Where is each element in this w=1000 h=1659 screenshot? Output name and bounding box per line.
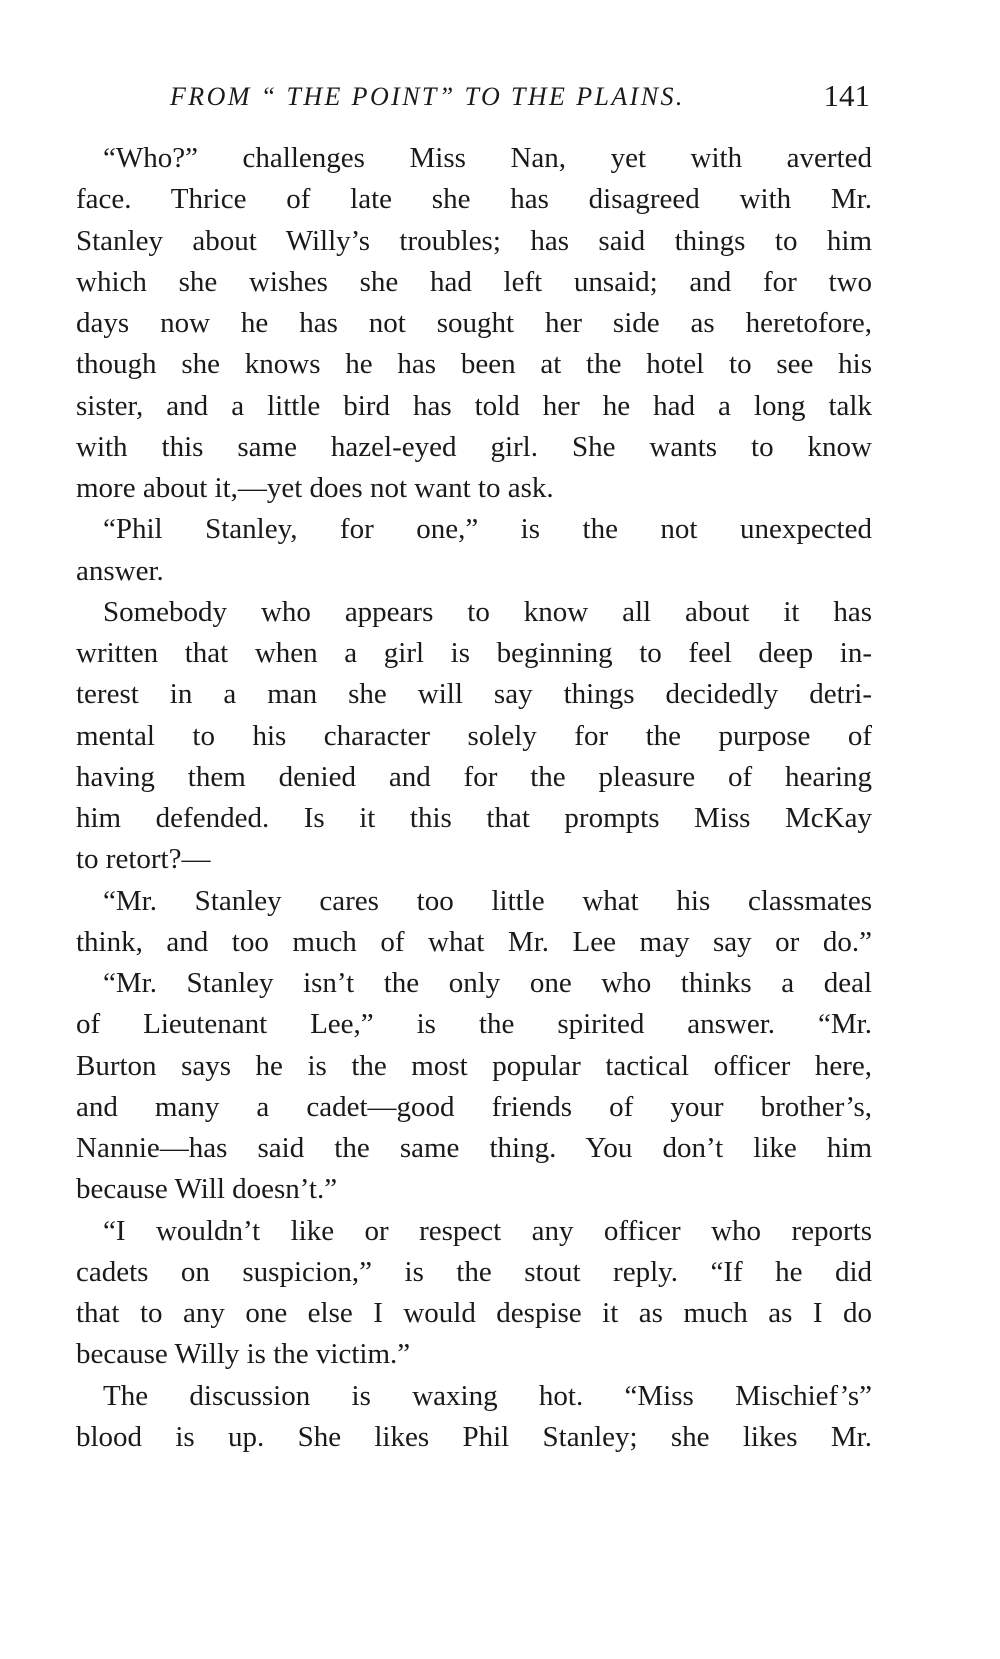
text-line: “I wouldn’t like or respect any officer who reports	[103, 1214, 872, 1247]
text-line: “Phil Stanley, for one,” is the not unexpected	[103, 513, 872, 546]
text-line: face. Thrice of late she has disagreed with Mr.	[76, 183, 872, 216]
text-line: Nannie—has said the same thing. You don’t like him	[76, 1132, 872, 1164]
text-line: because Willy is the victim.”	[76, 1338, 411, 1371]
running-head	[75, 78, 870, 126]
text-line: to retort?—	[76, 843, 211, 876]
page-number: 141	[823, 78, 870, 113]
text-line: “Who?” challenges Miss Nan, yet with averted	[103, 142, 872, 174]
text-line: with this same hazel-eyed girl. She wants to know	[76, 430, 872, 463]
text-line: The discussion is waxing hot. “Miss Mischief’s”	[103, 1379, 872, 1412]
text-line: “Mr. Stanley cares too little what his classmates	[103, 884, 872, 917]
text-line: cadets on suspicion,” is the stout reply. “If he did	[76, 1255, 872, 1288]
text-line: more about it,—yet does not want to ask.	[76, 472, 554, 504]
text-line: though she knows he has been at the hotel to see his	[76, 348, 872, 381]
text-line: sister, and a little bird has told her he had a long talk	[76, 389, 872, 422]
text-line: blood is up. She likes Phil Stanley; she likes Mr.	[76, 1420, 872, 1453]
text-line: and many a cadet—good friends of your brother’s,	[76, 1090, 872, 1123]
running-title: FROM “ THE POINT” TO THE PLAINS.	[170, 82, 685, 111]
text-line: him defended. Is it this that prompts Miss McKay	[76, 802, 872, 834]
text-line: having them denied and for the pleasure of hearing	[76, 760, 872, 793]
text-line: that to any one else I would despise it as much as I do	[76, 1297, 872, 1329]
text-line: answer.	[76, 554, 164, 587]
text-line: mental to his character solely for the purpose of	[76, 719, 872, 752]
text-line: of Lieutenant Lee,” is the spirited answer. “Mr.	[76, 1008, 872, 1041]
text-line: because Will doesn’t.”	[76, 1173, 338, 1206]
text-line: Burton says he is the most popular tactical officer here,	[76, 1049, 872, 1082]
text-line: “Mr. Stanley isn’t the only one who thinks a deal	[103, 967, 872, 999]
text-line: Somebody who appears to know all about it has	[103, 595, 872, 628]
text-line: Stanley about Willy’s troubles; has said things to him	[76, 224, 872, 257]
text-line: written that when a girl is beginning to feel deep in-	[76, 637, 872, 669]
text-line: terest in a man she will say things decidedly detri-	[76, 678, 872, 711]
text-line: days now he has not sought her side as heretofore,	[76, 307, 872, 339]
body-text	[76, 138, 872, 1458]
text-line: think, and too much of what Mr. Lee may say or do.”	[76, 925, 872, 958]
text-line: which she wishes she had left unsaid; and for two	[76, 265, 872, 298]
